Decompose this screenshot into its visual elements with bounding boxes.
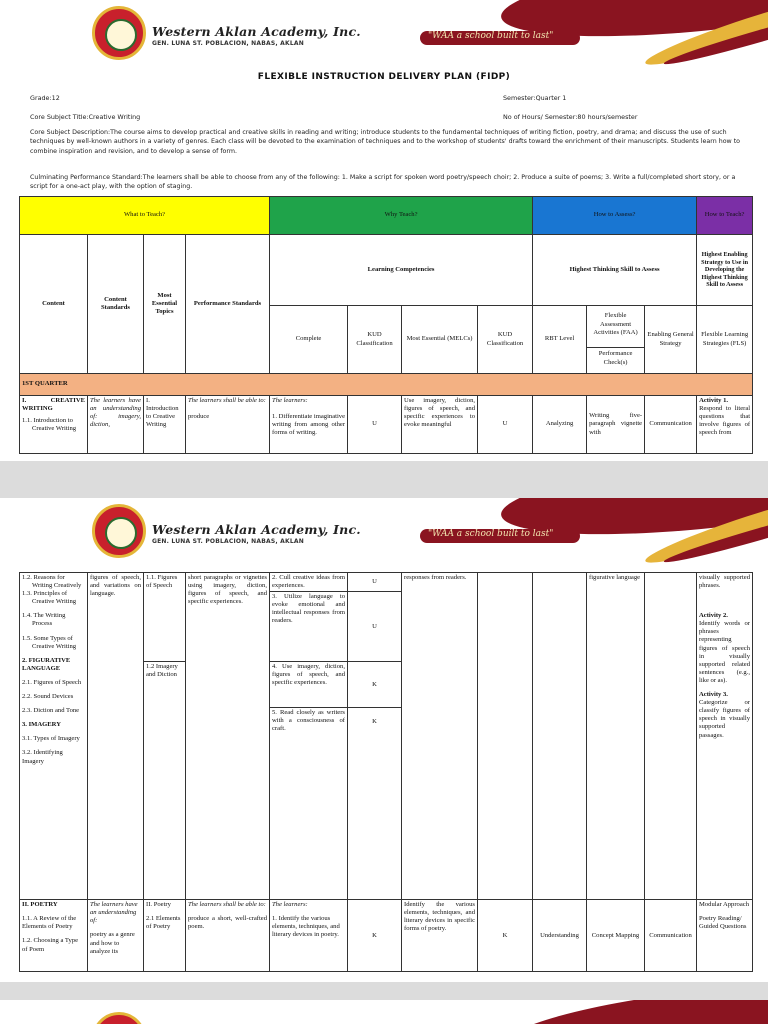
row1-complete-lead: The learners: — [272, 397, 308, 404]
row3-standards-body: poetry as a genre and how to analyze its — [90, 931, 135, 955]
row2-content-1-3: 1.3. Principles of Creative Writing — [22, 590, 77, 606]
row2-fls-a: visually supported phrases. — [699, 574, 750, 590]
row2-content-1-5: 1.5. Some Types of Creative Writing — [22, 634, 77, 650]
row3-enabling: Communication — [645, 900, 697, 972]
letterhead — [0, 0, 768, 70]
school-address: GEN. LUNA ST. POBLACION, NABAS, AKLAN — [152, 40, 304, 47]
row2-comp-4: 4. Use imagery, diction, figures of speech, and specific experiences. — [270, 662, 348, 708]
highest-thinking-header: Highest Thinking Skill to Assess — [533, 235, 697, 306]
row1-rbt: Analyzing — [533, 396, 587, 454]
row2-comp-2: 2. Cull creative ideas from experiences. — [270, 573, 348, 592]
row3-kud-2: K — [478, 900, 533, 972]
row3-fls — [697, 900, 753, 972]
row3-fls-a: Modular Approach — [699, 901, 749, 909]
row3-perf-lead: The learners shall be able to: — [188, 901, 266, 909]
row3-melc: Identify the various elements, techniques, and literary devices in specific forms of poetry. — [402, 900, 478, 972]
row1-activity-1: Activity 1. — [699, 397, 729, 404]
grade: Grade:12 — [30, 94, 60, 102]
school-seal-logo — [92, 6, 146, 60]
row1-enabling: Communication — [645, 396, 697, 454]
row3-performance — [186, 900, 270, 972]
document-title: FLEXIBLE INSTRUCTION DELIVERY PLAN (FIDP) — [257, 72, 511, 82]
row2-imagery-head: 3. IMAGERY — [22, 721, 61, 729]
row2-topics-a: 1.1. Figures of Speech — [144, 573, 186, 662]
school-seal-logo — [92, 504, 146, 558]
row2-content-1-2: 1.2. Reasons for Writing Creatively — [22, 574, 82, 590]
row3-topics — [144, 900, 186, 972]
row2-fig-2-2: 2.2. Sound Devices — [22, 693, 74, 701]
row1-perf-body: produce — [188, 413, 210, 421]
row3-faa: Concept Mapping — [587, 900, 645, 972]
row2-activity-3: Activity 3. — [699, 691, 728, 699]
col-faa: Flexible Assessment Activities (FAA) — [587, 310, 644, 348]
col-melcs: Most Essential (MELCs) — [402, 306, 478, 374]
how-to-teach-header: How to Teach? — [697, 197, 753, 235]
row1-activity-1-text: Respond to literal questions that involve figures of speech from — [699, 405, 751, 437]
tagline: "WAA a school built to last" — [428, 529, 554, 539]
row2-img-3-1: 3.1. Types of Imagery — [22, 735, 80, 743]
row3-complete-body: 1. Identify the various elements, techniques, and literary devices in poetry. — [272, 915, 340, 939]
row3-topics-head: II. Poetry — [146, 901, 171, 909]
page-3-partial — [0, 1000, 768, 1024]
highest-enabling-header: Highest Enabling Strategy to Use in Developing the Highest Thinking Skill to Assess — [697, 235, 753, 306]
col-performance-check: Performance Check(s) — [598, 350, 633, 366]
row2-faa: figurative language — [587, 573, 645, 900]
row2-content — [20, 573, 88, 900]
row3-kud-1: K — [348, 900, 402, 972]
row3-perf-body: produce a short, well-crafted poem. — [188, 915, 267, 931]
row1-melc: Use imagery, diction, figures of speech, and specific experiences to evoke meaningful — [402, 396, 478, 454]
hours: No of Hours/ Semester:80 hours/semester — [503, 113, 638, 121]
col-performance-standards: Performance Standards — [186, 235, 270, 374]
col-enabling-general: Enabling General Strategy — [645, 306, 697, 374]
row2-content-1-4: 1.4. The Writing Process — [22, 612, 66, 628]
row2-kud-2: U — [348, 573, 402, 592]
row2-melc: responses from readers. — [402, 573, 478, 900]
row3-complete-lead: The learners: — [272, 901, 308, 909]
row1-topics: I. Introduction to Creative Writing — [144, 396, 186, 454]
row1-standards: The learners have an understanding of: imagery, diction, — [88, 396, 144, 454]
col-fls: Flexible Learning Strategies (FLS) — [697, 306, 753, 374]
row1-perf-lead: The learners shall be able to: — [188, 397, 266, 404]
row2-kud-col — [478, 573, 533, 900]
row2-kud-5: K — [348, 708, 402, 900]
col-most-essential-topics: Most Essential Topics — [144, 235, 186, 374]
row3-complete — [270, 900, 348, 972]
school-address: GEN. LUNA ST. POBLACION, NABAS, AKLAN — [152, 538, 304, 545]
row2-fig-2-3: 2.3. Diction and Tone — [22, 707, 80, 715]
school-name: Western Aklan Academy, Inc. — [152, 522, 361, 537]
row3-standards-lead: The learners have an understanding of: — [90, 901, 138, 925]
quarter-label: 1ST QUARTER — [20, 374, 753, 396]
row2-enabling — [645, 573, 697, 900]
how-to-assess-header: How to Assess? — [533, 197, 697, 235]
row2-fls — [697, 573, 753, 900]
row2-kud-3: U — [348, 592, 402, 662]
row2-activity-3-text: Categorize or classify figures of speech in visually supported passages. — [699, 699, 750, 739]
col-content: Content — [20, 235, 88, 374]
col-faa-cell — [587, 306, 645, 374]
page-1 — [0, 0, 768, 461]
row1-content — [20, 396, 88, 454]
col-kud-1: KUD Classification — [348, 306, 402, 374]
subject-title: Core Subject Title:Creative Writing — [30, 113, 141, 121]
letterhead — [0, 498, 768, 568]
col-kud-2: KUD Classification — [478, 306, 533, 374]
row1-content-item: 1.1. Introduction to Creative Writing — [22, 417, 77, 433]
row2-performance: short paragraphs or vignettes using imagery, diction, figures of speech, and specific experiences. — [186, 573, 270, 900]
col-rbt-level: RBT Level — [533, 306, 587, 374]
row3-content-head: II. POETRY — [22, 901, 58, 909]
culminating-standard: Culminating Performance Standard:The learners shall be able to choose from any of the following: 1. Make a script for spoken word poetry/speech choir; 2. Produce a suite of poems; 3. Write a full/completed short story, or a script for a one-act play, with the option of staging. — [30, 174, 736, 191]
page-2 — [0, 498, 768, 982]
row2-fig-2-1: 2.1. Figures of Speech — [22, 678, 82, 686]
row3-topics-item: 2.1 Elements of Poetry — [146, 915, 181, 931]
col-content-standards: Content Standards — [88, 235, 144, 374]
row2-figurative-head: 2. FIGURATIVE LANGUAGE — [22, 656, 71, 672]
row3-content-1-1: 1.1. A Review of the Elements of Poetry — [22, 915, 77, 931]
subject-description: Core Subject Description:The course aims to develop practical and creative skills in reading and writing; introduce students to the fundamental techniques of writing fiction, poetry, and drama; and discuss the use of such techniques by well-known authors in a variety of genres. Each class will be devoted to the examination of techniques and to the workshop of students' drafts toward the enrichment of their manuscripts. Students learn how to combine inspiration and revision, and to develop a sense of form. — [30, 129, 741, 155]
learning-competencies-header: Learning Competencies — [270, 235, 533, 306]
row2-activity-2: Activity 2. — [699, 612, 728, 620]
school-seal-logo — [92, 1012, 146, 1024]
row2-topics-b: 1.2 Imagery and Diction — [144, 662, 186, 900]
row1-faa: Writing five-paragraph vignette with — [587, 396, 645, 454]
row2-standards: figures of speech, and variations on language. — [88, 573, 144, 900]
row3-content — [20, 900, 88, 972]
row2-comp-3: 3. Utilize language to evoke emotional and intellectual responses from readers. — [270, 592, 348, 662]
row1-kud-2: U — [478, 396, 533, 454]
row3-standards — [88, 900, 144, 972]
row3-content-1-2: 1.2. Choosing a Type of Poem — [22, 937, 79, 953]
fidp-table-head — [19, 196, 753, 454]
fidp-table-continued — [19, 572, 753, 972]
row1-complete — [270, 396, 348, 454]
row2-comp-5: 5. Read closely as writers with a consciousness of craft. — [270, 708, 348, 900]
row3-rbt: Understanding — [533, 900, 587, 972]
why-teach-header: Why Teach? — [270, 197, 533, 235]
tagline: "WAA a school built to last" — [428, 31, 554, 41]
what-to-teach-header: What to Teach? — [20, 197, 270, 235]
row1-fls — [697, 396, 753, 454]
row2-kud-4: K — [348, 662, 402, 708]
row2-activity-2-text: Identify words or phrases representing figures of speech in visually supported related sentences (e.g., like or as). — [699, 620, 750, 684]
row2-img-3-2: 3.2. Identifying Imagery — [22, 749, 63, 765]
row1-content-head: I. CREATIVE WRITING — [22, 397, 85, 413]
row3-fls-b: Poetry Reading/ Guided Questions — [699, 915, 747, 931]
row2-rbt — [533, 573, 587, 900]
row1-kud-1: U — [348, 396, 402, 454]
row1-performance — [186, 396, 270, 454]
semester: Semester:Quarter 1 — [503, 94, 567, 102]
row1-complete-body: 1. Differentiate imaginative writing from among other forms of writing. — [272, 413, 346, 437]
school-name: Western Aklan Academy, Inc. — [152, 24, 361, 39]
col-complete: Complete — [270, 306, 348, 374]
header-swoosh — [497, 1000, 768, 1024]
